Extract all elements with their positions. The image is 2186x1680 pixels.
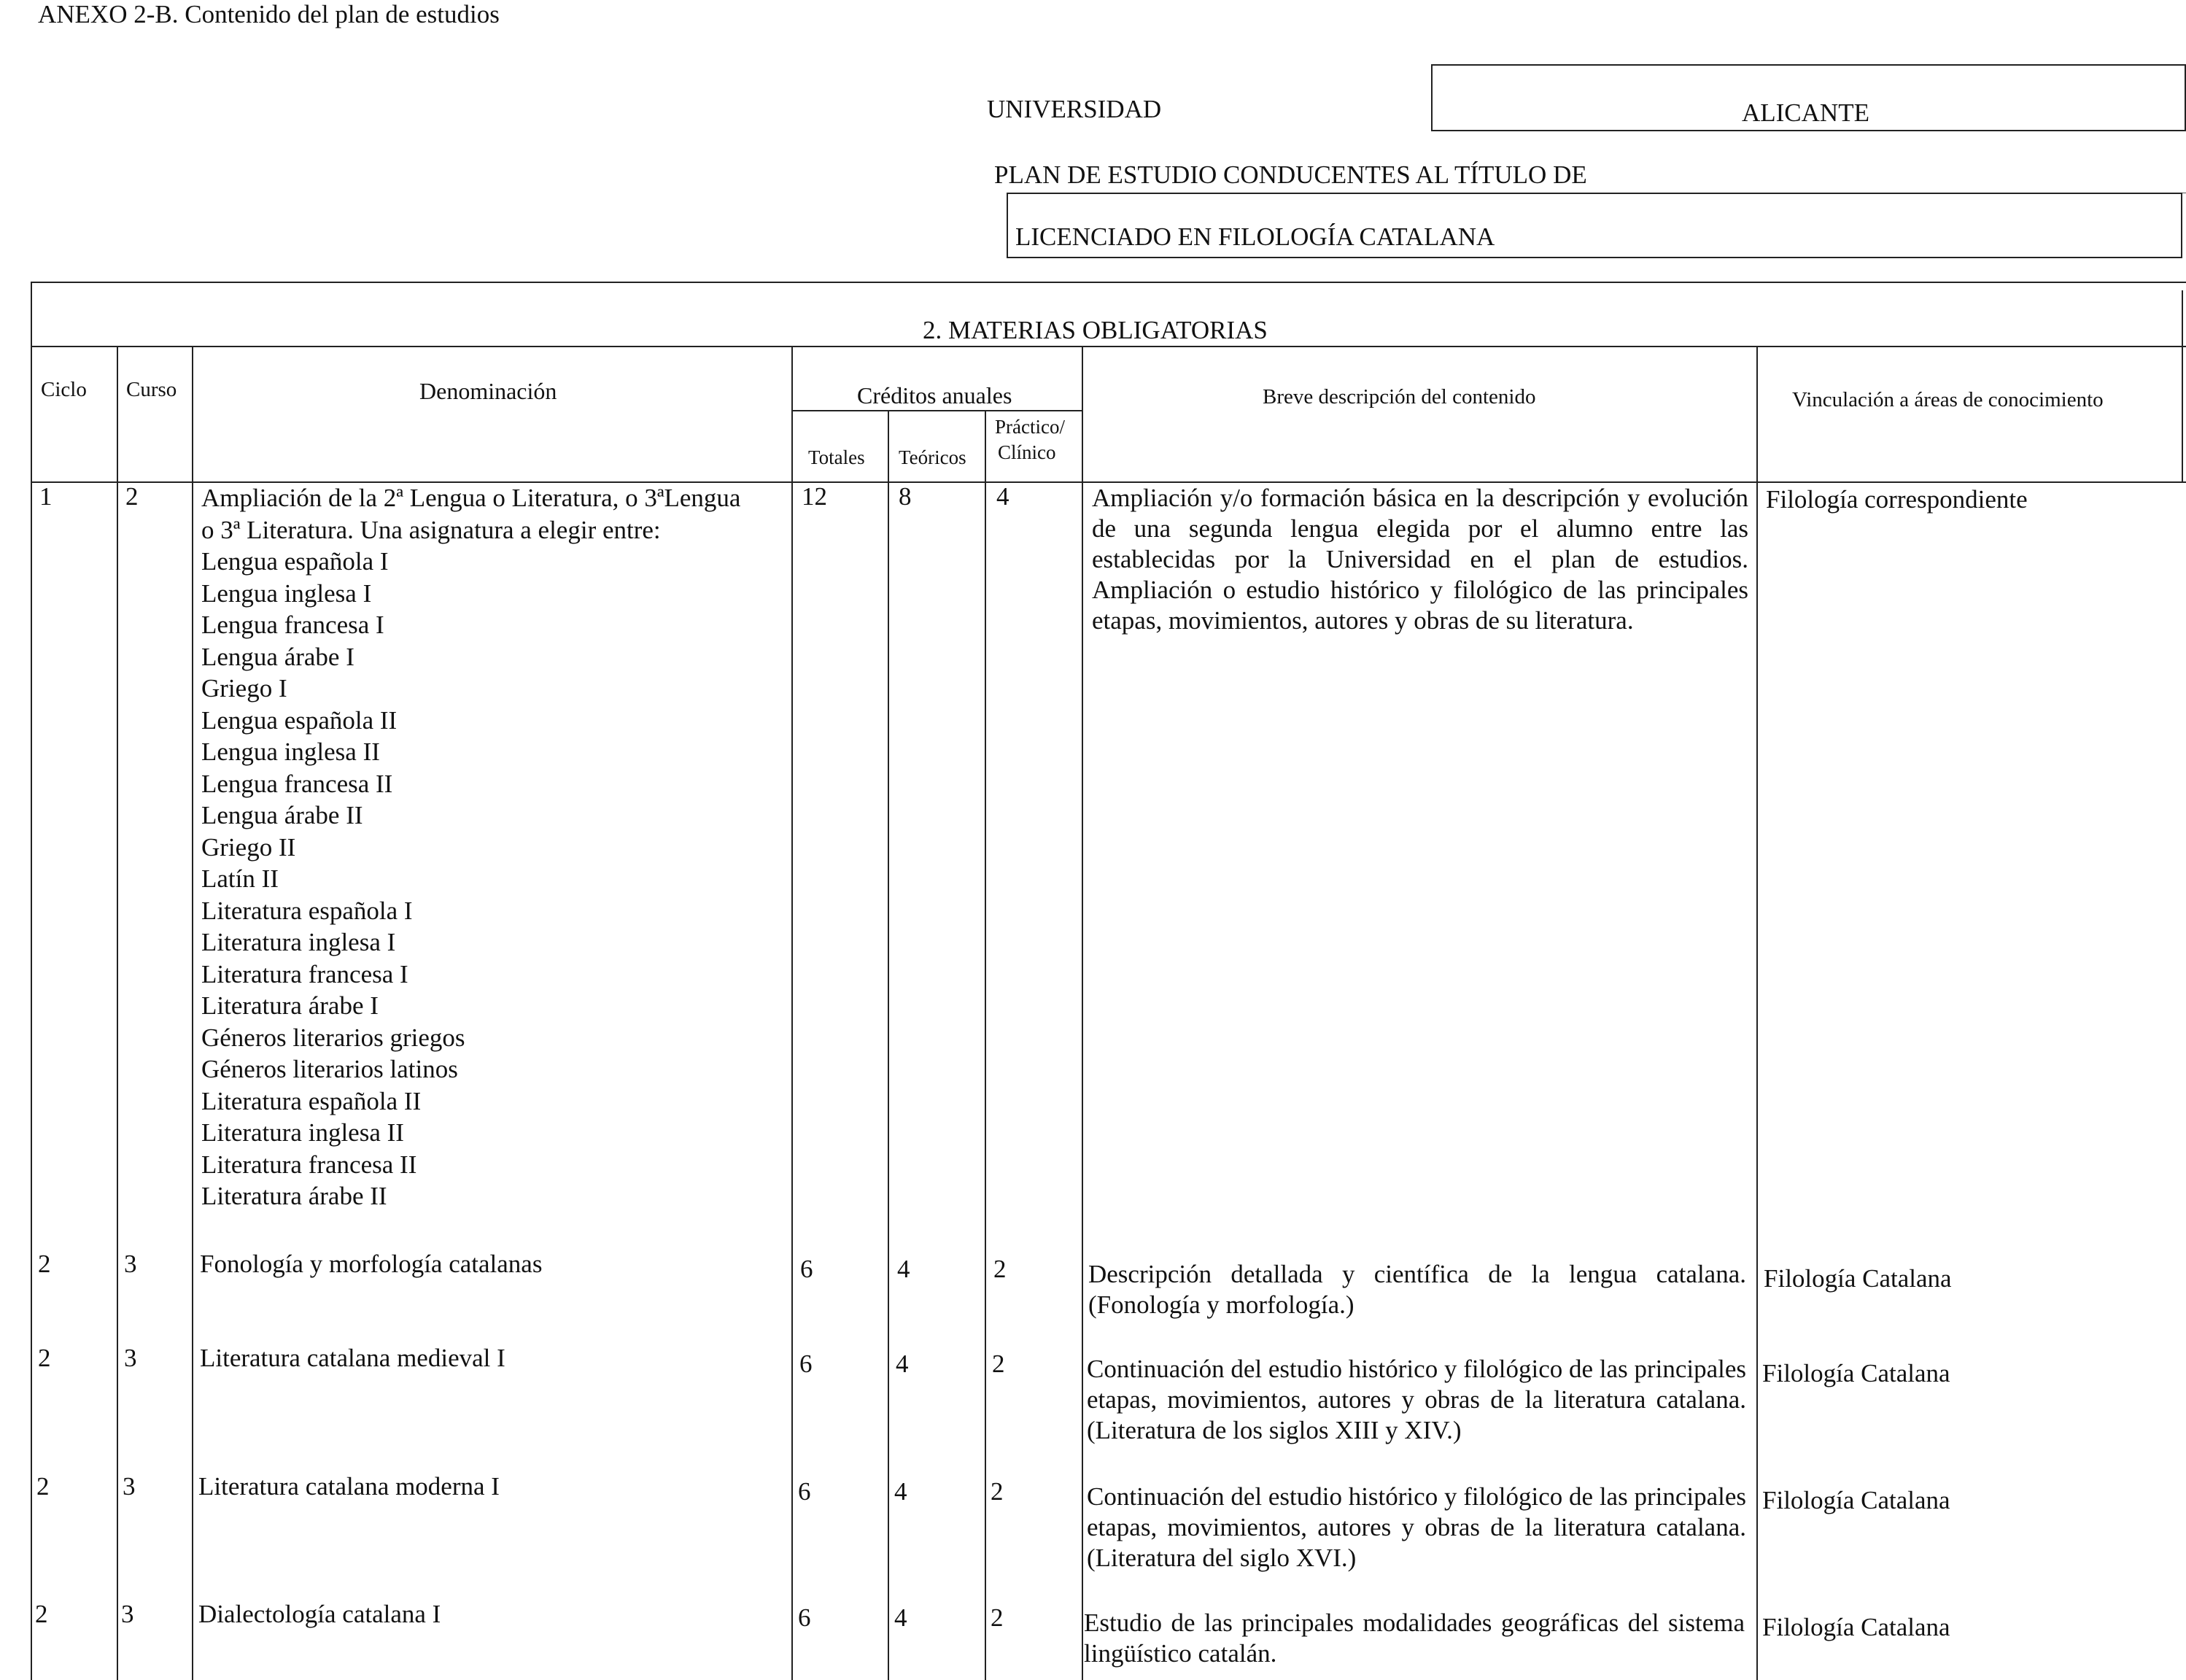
cell-ciclo: 2 xyxy=(35,1600,48,1628)
cell-curso: 3 xyxy=(121,1600,134,1628)
list-item: Lengua árabe II xyxy=(201,801,363,829)
table-right-border xyxy=(2182,290,2183,481)
cell-vinculacion: Filología Catalana xyxy=(1762,1359,1950,1387)
title-divider xyxy=(31,346,2186,347)
university-value: ALICANTE xyxy=(1742,98,1869,127)
university-label: UNIVERSIDAD xyxy=(987,95,1162,123)
cell-descripcion: Ampliación y/o formación básica en la descripción y evolución de una segunda lengua elegida por el alumno entre las establecidas por la Universidad en el plan de estudios. Ampliación o estudio histórico y filológico de las principales etapas, movimientos, autores y obras de su literatura. xyxy=(1092,484,1748,635)
cell-teoricos: 8 xyxy=(899,482,912,511)
col-sep-denominacion xyxy=(791,346,793,1680)
cell-vinculacion: Filología Catalana xyxy=(1764,1264,1952,1293)
col-header-creditos: Créditos anuales xyxy=(857,382,1012,409)
cell-denominacion: Literatura catalana medieval I xyxy=(200,1344,505,1372)
col-header-clinico: Clínico xyxy=(998,441,1056,463)
cell-descripcion: Estudio de las principales modalidades geográficas del sistema lingüístico catalán. xyxy=(1084,1609,1745,1668)
list-item: Géneros literarios griegos xyxy=(201,1023,465,1052)
cell-vinculacion: Filología correspondiente xyxy=(1766,485,2028,514)
table-left-border xyxy=(31,282,32,1680)
list-item: Lengua española II xyxy=(201,705,398,735)
cell-ciclo: 2 xyxy=(38,1344,51,1372)
col-sep-descripcion xyxy=(1756,346,1758,1680)
cell-vinculacion: Filología Catalana xyxy=(1762,1486,1950,1514)
list-item: o 3ª Literatura. Una asignatura a elegir entre: xyxy=(201,515,661,544)
col-header-totales: Totales xyxy=(808,446,865,468)
list-item: Ampliación de la 2ª Lengua o Literatura, o 3ªLengua xyxy=(201,484,741,512)
table-top-border xyxy=(31,282,2186,283)
col-header-descripcion: Breve descripción del contenido xyxy=(1263,385,1536,409)
col-header-ciclo: Ciclo xyxy=(41,378,87,401)
cell-denominacion: Fonología y morfología catalanas xyxy=(200,1250,543,1278)
list-item: Lengua francesa I xyxy=(201,611,384,639)
cell-teoricos: 4 xyxy=(896,1350,909,1378)
list-item: Literatura árabe II xyxy=(201,1182,387,1210)
section-title: 2. MATERIAS OBLIGATORIAS xyxy=(923,316,1268,344)
cell-totales: 6 xyxy=(799,1350,813,1378)
cell-descripcion: Continuación del estudio histórico y filológico de las principales etapas, movimientos, autores y obras de la literatura catalana. (Literatura del siglo XVI.) xyxy=(1087,1482,1746,1572)
list-item: Latín II xyxy=(201,864,279,893)
cell-teoricos: 4 xyxy=(897,1255,910,1283)
cell-curso: 2 xyxy=(125,482,139,511)
cell-practicos: 2 xyxy=(991,1477,1004,1506)
list-item: Literatura inglesa I xyxy=(201,928,396,956)
cell-practicos: 2 xyxy=(993,1255,1007,1283)
cell-descripcion: Continuación del estudio histórico y filológico de las principales etapas, movimientos, autores y obras de la literatura catalana. (Literatura de los siglos XIII y XIV.) xyxy=(1087,1355,1746,1444)
list-item: Lengua española I xyxy=(201,547,389,576)
list-item: Lengua francesa II xyxy=(201,769,393,798)
col-sep-creditos xyxy=(1082,346,1083,1680)
list-item: Griego I xyxy=(201,674,287,702)
col-header-denominacion: Denominación xyxy=(419,378,557,404)
cell-teoricos: 4 xyxy=(894,1477,907,1506)
list-item: Lengua inglesa II xyxy=(201,738,380,766)
cell-ciclo: 2 xyxy=(36,1472,50,1501)
col-header-vinculacion: Vinculación a áreas de conocimiento xyxy=(1792,388,2104,411)
col-sep-totales xyxy=(888,410,889,1680)
cell-totales: 6 xyxy=(798,1477,811,1506)
list-item: Literatura francesa II xyxy=(201,1150,417,1179)
cell-practicos: 2 xyxy=(992,1350,1005,1378)
cell-curso: 3 xyxy=(123,1472,136,1501)
cell-ciclo: 2 xyxy=(38,1250,51,1278)
cell-vinculacion: Filología Catalana xyxy=(1762,1613,1950,1641)
list-item: Literatura inglesa II xyxy=(201,1118,404,1147)
col-header-teoricos: Teóricos xyxy=(899,446,966,468)
cell-totales: 6 xyxy=(798,1603,811,1632)
list-item: Griego II xyxy=(201,832,296,862)
creditos-subheader-divider xyxy=(791,410,1082,411)
cell-curso: 3 xyxy=(124,1250,137,1278)
cell-totales: 12 xyxy=(802,482,827,511)
list-item: Literatura árabe I xyxy=(201,991,379,1020)
col-sep-curso xyxy=(192,346,193,1680)
list-item: Géneros literarios latinos xyxy=(201,1055,458,1083)
list-item: Literatura española II xyxy=(201,1086,422,1115)
cell-practicos: 4 xyxy=(996,482,1009,511)
col-header-curso: Curso xyxy=(126,378,177,401)
col-sep-teoricos xyxy=(985,410,986,1680)
cell-denominacion: Dialectología catalana I xyxy=(198,1600,441,1628)
list-item: Lengua árabe I xyxy=(201,642,354,671)
cell-teoricos: 4 xyxy=(894,1603,907,1632)
degree-value: LICENCIADO EN FILOLOGÍA CATALANA xyxy=(1015,222,1495,251)
cell-totales: 6 xyxy=(800,1255,813,1283)
list-item: Literatura española I xyxy=(201,896,413,925)
plan-label: PLAN DE ESTUDIO CONDUCENTES AL TÍTULO DE xyxy=(994,160,1587,189)
list-item: Lengua inglesa I xyxy=(201,578,372,608)
cell-descripcion: Descripción detallada y científica de la lengua catalana. (Fonología y morfología.) xyxy=(1088,1260,1746,1319)
cell-denominacion: Literatura catalana moderna I xyxy=(198,1472,500,1501)
col-sep-ciclo xyxy=(117,346,118,1680)
annex-title: ANEXO 2-B. Contenido del plan de estudios xyxy=(38,0,500,28)
denominacion-list xyxy=(201,482,740,1212)
cell-practicos: 2 xyxy=(991,1603,1004,1632)
list-item: Literatura francesa I xyxy=(201,959,408,988)
cell-curso: 3 xyxy=(124,1344,137,1372)
col-header-practico: Práctico/ xyxy=(995,416,1065,438)
cell-ciclo: 1 xyxy=(39,482,53,511)
